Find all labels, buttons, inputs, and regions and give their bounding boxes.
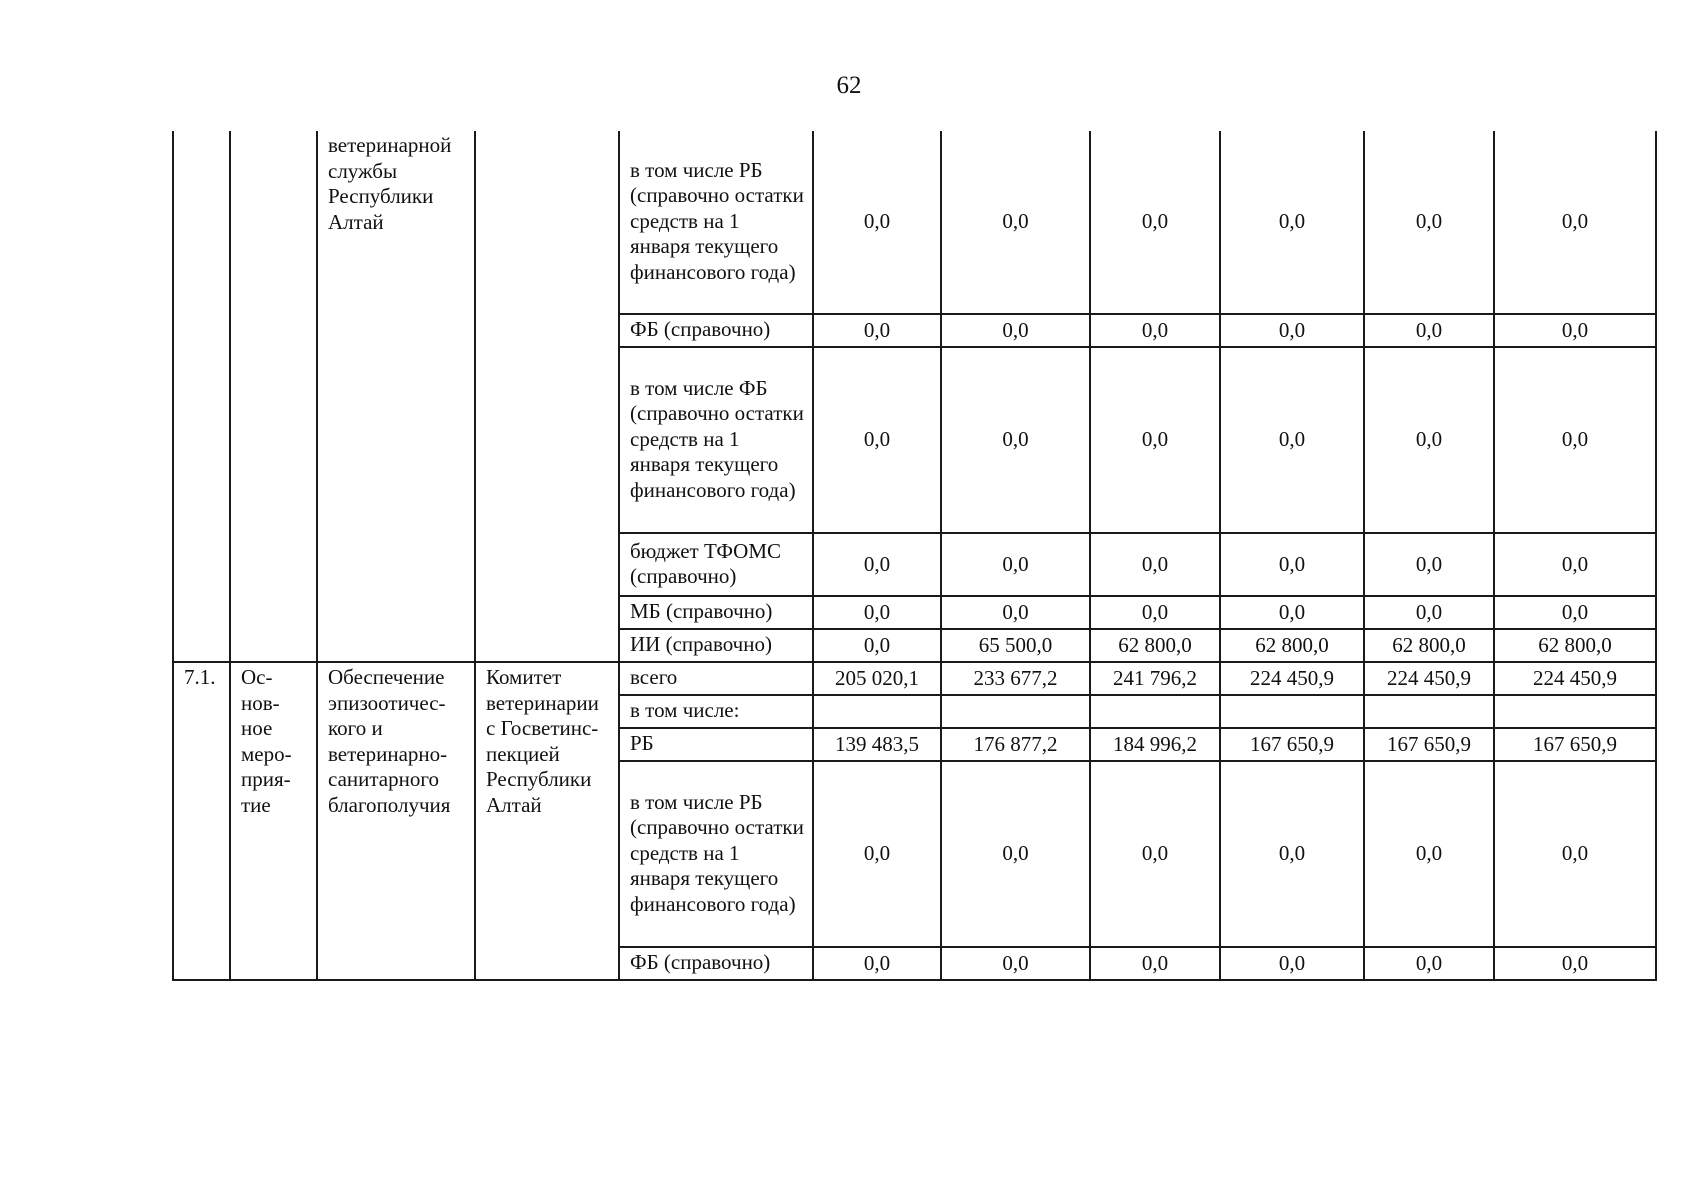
value-cell: 0,0 — [941, 131, 1090, 314]
value-cell: 0,0 — [941, 314, 1090, 347]
funding-source: всего — [619, 662, 813, 695]
value-cell: 139 483,5 — [813, 728, 941, 761]
value-cell: 0,0 — [1494, 131, 1656, 314]
value-cell: 0,0 — [1494, 596, 1656, 629]
value-cell: 0,0 — [813, 314, 941, 347]
value-cell — [1090, 695, 1220, 728]
value-cell: 0,0 — [1090, 314, 1220, 347]
value-cell: 0,0 — [1090, 761, 1220, 947]
value-cell: 0,0 — [1494, 314, 1656, 347]
value-cell: 62 800,0 — [1494, 629, 1656, 662]
row-number-cell — [173, 131, 230, 662]
value-cell: 0,0 — [1364, 761, 1494, 947]
funding-source: в том числе РБ (справочно остатки средств на 1 января текущего финансового года) — [619, 761, 813, 947]
value-cell: 0,0 — [941, 596, 1090, 629]
value-cell: 241 796,2 — [1090, 662, 1220, 695]
value-cell: 0,0 — [1090, 347, 1220, 533]
funding-source: в том числе ФБ (справочно остатки средств на 1 января текущего финансового года) — [619, 347, 813, 533]
value-cell: 0,0 — [1494, 761, 1656, 947]
value-cell: 205 020,1 — [813, 662, 941, 695]
value-cell: 184 996,2 — [1090, 728, 1220, 761]
value-cell: 0,0 — [1364, 533, 1494, 596]
value-cell: 224 450,9 — [1494, 662, 1656, 695]
value-cell: 0,0 — [941, 761, 1090, 947]
row-number-cell: 7.1. — [173, 662, 230, 980]
funding-source: бюджет ТФОМС (справочно) — [619, 533, 813, 596]
value-cell: 62 800,0 — [1220, 629, 1364, 662]
value-cell: 167 650,9 — [1220, 728, 1364, 761]
value-cell: 0,0 — [1220, 947, 1364, 980]
value-cell: 0,0 — [813, 533, 941, 596]
value-cell: 0,0 — [1364, 596, 1494, 629]
table-row — [173, 662, 1656, 695]
value-cell — [1494, 695, 1656, 728]
value-cell: 0,0 — [1220, 761, 1364, 947]
funding-source: РБ — [619, 728, 813, 761]
value-cell: 0,0 — [1494, 347, 1656, 533]
value-cell: 62 800,0 — [1364, 629, 1494, 662]
value-cell: 0,0 — [1364, 314, 1494, 347]
executor-cell: ветеринарной службы Республики Алтай — [317, 131, 475, 662]
value-cell: 167 650,9 — [1494, 728, 1656, 761]
funding-source: в том числе РБ (справочно остатки средств на 1 января текущего финансового года) — [619, 131, 813, 314]
value-cell: 0,0 — [1364, 947, 1494, 980]
value-cell: 65 500,0 — [941, 629, 1090, 662]
value-cell: 0,0 — [1220, 347, 1364, 533]
value-cell: 0,0 — [813, 596, 941, 629]
value-cell: 0,0 — [813, 347, 941, 533]
value-cell: 62 800,0 — [1090, 629, 1220, 662]
value-cell: 0,0 — [813, 629, 941, 662]
value-cell: 0,0 — [1220, 314, 1364, 347]
value-cell: 0,0 — [1090, 533, 1220, 596]
value-cell: 176 877,2 — [941, 728, 1090, 761]
value-cell: 0,0 — [1364, 131, 1494, 314]
value-cell: 0,0 — [1090, 947, 1220, 980]
value-cell — [813, 695, 941, 728]
value-cell: 0,0 — [813, 761, 941, 947]
executor-cell: Комитет ветеринарии с Госветинс-пекцией Республики Алтай — [475, 662, 619, 980]
value-cell: 0,0 — [1220, 131, 1364, 314]
value-cell — [1220, 695, 1364, 728]
value-cell: 0,0 — [813, 947, 941, 980]
budget-table — [172, 131, 1657, 981]
value-cell: 0,0 — [1090, 596, 1220, 629]
funding-source: МБ (справочно) — [619, 596, 813, 629]
measure-name-cell: Обеспечение эпизоотичес-кого и ветеринарно-санитарного благополучия — [317, 662, 475, 980]
empty-cell — [475, 131, 619, 662]
table-row — [173, 131, 1656, 314]
value-cell: 0,0 — [1364, 347, 1494, 533]
value-cell: 167 650,9 — [1364, 728, 1494, 761]
value-cell: 0,0 — [1494, 533, 1656, 596]
status-cell — [230, 131, 317, 662]
page-number: 62 — [836, 72, 862, 99]
value-cell: 0,0 — [941, 533, 1090, 596]
value-cell: 224 450,9 — [1364, 662, 1494, 695]
funding-source: ФБ (справочно) — [619, 947, 813, 980]
value-cell — [1364, 695, 1494, 728]
funding-source: ИИ (справочно) — [619, 629, 813, 662]
value-cell: 0,0 — [1494, 947, 1656, 980]
value-cell — [941, 695, 1090, 728]
status-cell: Ос- нов- ное меро- прия- тие — [230, 662, 317, 980]
value-cell: 0,0 — [941, 947, 1090, 980]
value-cell: 0,0 — [813, 131, 941, 314]
value-cell: 224 450,9 — [1220, 662, 1364, 695]
value-cell: 0,0 — [1220, 533, 1364, 596]
funding-source: в том числе: — [619, 695, 813, 728]
funding-source: ФБ (справочно) — [619, 314, 813, 347]
value-cell: 0,0 — [1220, 596, 1364, 629]
value-cell: 0,0 — [1090, 131, 1220, 314]
value-cell: 233 677,2 — [941, 662, 1090, 695]
value-cell: 0,0 — [941, 347, 1090, 533]
